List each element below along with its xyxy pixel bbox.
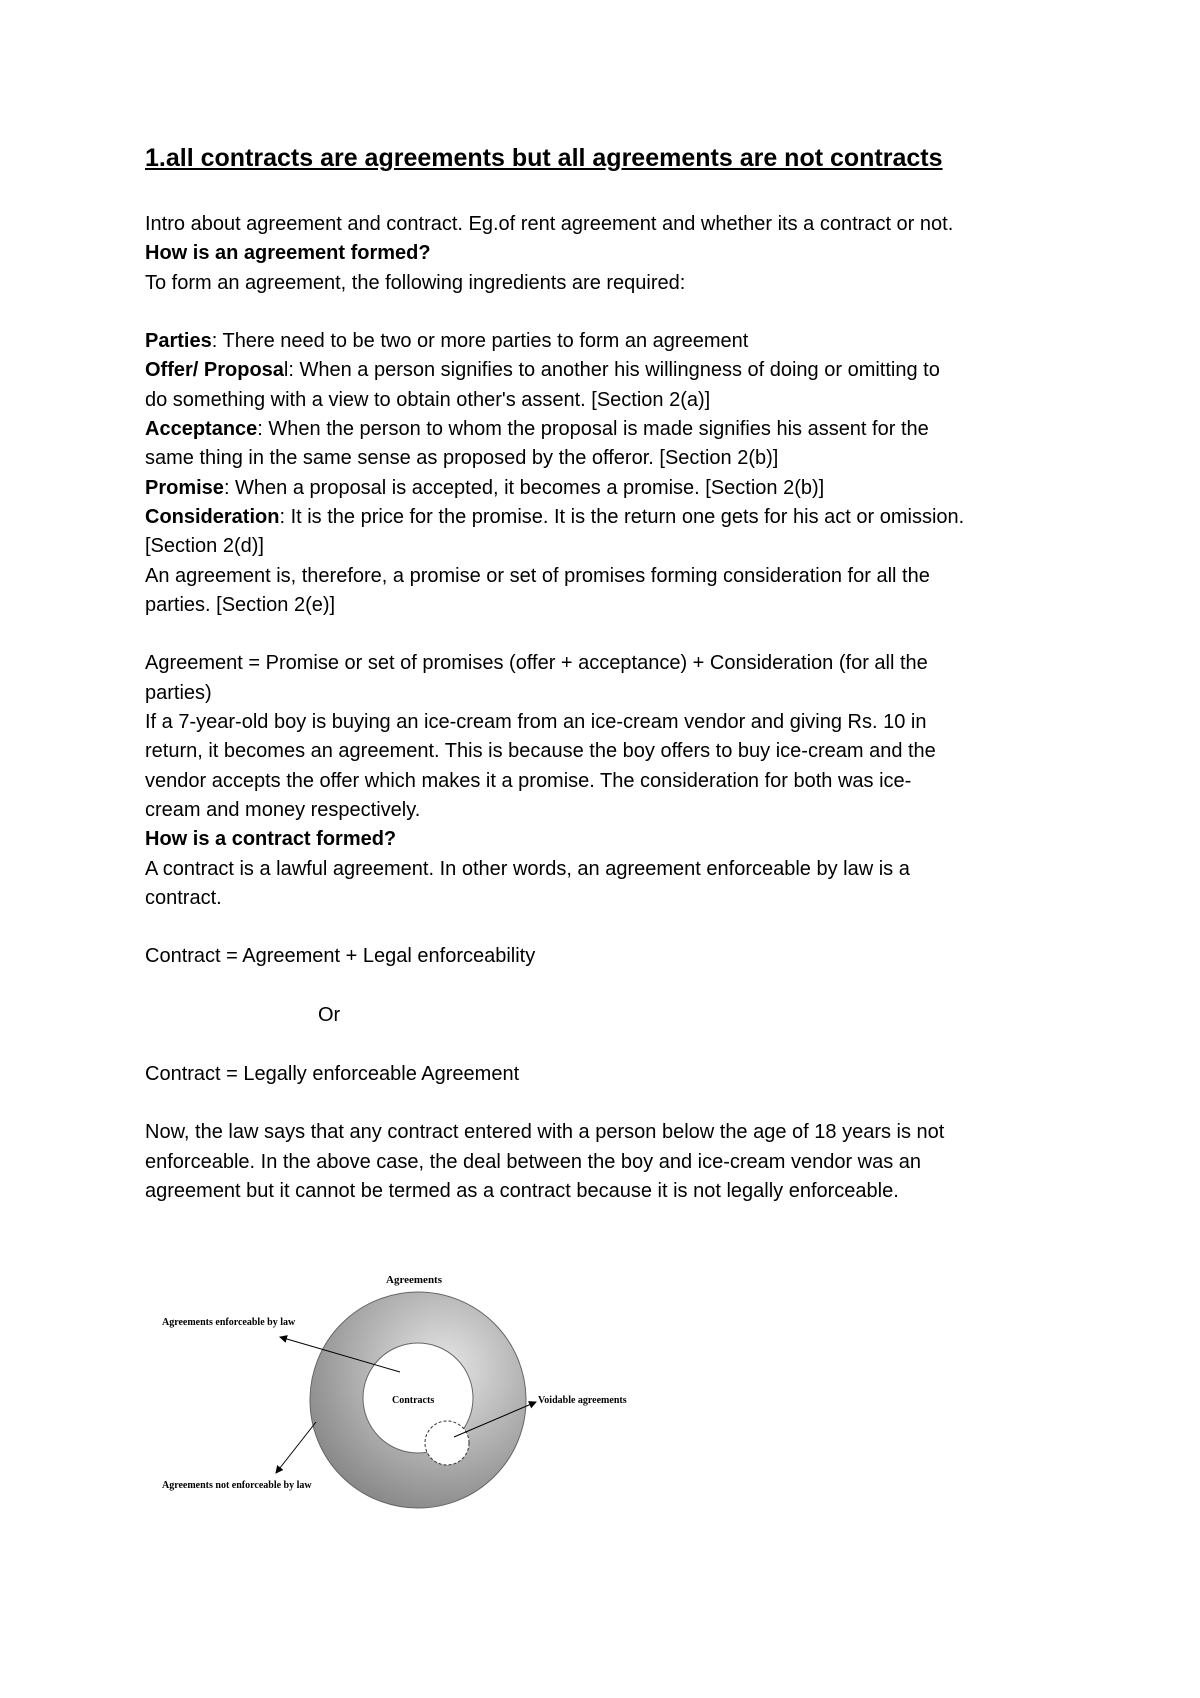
consideration-term: Consideration: [145, 505, 280, 528]
document-title: 1.all contracts are agreements but all agreements are not contracts: [145, 144, 943, 172]
label-not-enforceable: Agreements not enforceable by law: [162, 1480, 312, 1491]
offer-term: Offer/ Proposa: [145, 359, 284, 382]
agreement-definition-cont: parties. [Section 2(e)]: [145, 593, 336, 616]
intro-paragraph: Intro about agreement and contract. Eg.of rent agreement and whether its a contract or not.: [145, 213, 954, 235]
offer-text: l: When a person signifies to another his willingness of doing or omitting to: [283, 359, 940, 382]
conclusion-line: enforceable. In the above case, the deal between the boy and ice-cream vendor was an: [145, 1150, 922, 1173]
spacer: [145, 298, 1075, 327]
consideration-text: : It is the price for the promise. It is the return one gets for his act or omission.: [279, 505, 965, 528]
parties-text: : There need to be two or more parties to form an agreement: [211, 330, 749, 353]
label-contracts: Contracts: [392, 1395, 435, 1406]
offer-item: [145, 356, 1075, 385]
spacer: [145, 1089, 1075, 1118]
spacer: [145, 972, 1075, 1001]
agreement-question-heading: How is an agreement formed?: [145, 242, 431, 265]
promise-item: [145, 474, 1075, 503]
agreements-contracts-diagram: [150, 1255, 670, 1515]
contract-question-text: A contract is a lawful agreement. In other words, an agreement enforceable by law is a: [145, 857, 910, 880]
consideration-item-cont: [Section 2(d)]: [145, 535, 264, 558]
label-voidable: Voidable agreements: [538, 1395, 627, 1406]
contract-formula-alt: Contract = Legally enforceable Agreement: [145, 1062, 520, 1085]
acceptance-item-cont: same thing in the same sense as proposed by the offeror. [Section 2(b)]: [145, 447, 779, 470]
offer-item-cont: do something with a view to obtain other's assent. [Section 2(a)]: [145, 388, 711, 411]
parties-item: [145, 327, 1075, 356]
example-line: return, it becomes an agreement. This is because the boy offers to buy ice-cream and the: [145, 740, 936, 763]
consideration-item: [145, 503, 1075, 532]
agreement-question-text: To form an agreement, the following ingredients are required:: [145, 271, 686, 294]
acceptance-text: : When the person to whom the proposal is made signifies his assent for the: [257, 418, 929, 441]
contract-question-heading: How is a contract formed?: [145, 828, 397, 851]
example-line: If a 7-year-old boy is buying an ice-cream from an ice-cream vendor and giving Rs. 10 in: [145, 711, 927, 734]
parties-term: Parties: [145, 330, 212, 353]
agreement-definition: An agreement is, therefore, a promise or set of promises forming consideration for all the: [145, 564, 930, 587]
promise-text: : When a proposal is accepted, it becomes a promise. [Section 2(b)]: [223, 476, 825, 499]
example-line: cream and money respectively.: [145, 798, 421, 821]
promise-term: Promise: [145, 476, 224, 499]
agreement-formula: Agreement = Promise or set of promises (offer + acceptance) + Consideration (for all the: [145, 652, 928, 675]
acceptance-item: [145, 415, 1075, 444]
conclusion-line: Now, the law says that any contract entered with a person below the age of 18 years is not: [145, 1121, 945, 1144]
document-body: [145, 210, 1075, 1206]
spacer: [145, 913, 1075, 942]
or-separator: Or: [318, 1004, 341, 1027]
voidable-circle: [425, 1421, 469, 1465]
label-agreements: Agreements: [386, 1274, 442, 1286]
acceptance-term: Acceptance: [145, 418, 258, 441]
example-line: vendor accepts the offer which makes it a promise. The consideration for both was ice-: [145, 769, 912, 792]
agreement-formula-cont: parties): [145, 681, 212, 704]
arrow-not-enforceable: [276, 1422, 316, 1473]
label-enforceable-by-law: Agreements enforceable by law: [162, 1317, 296, 1328]
spacer: [145, 620, 1075, 649]
contract-question-text-cont: contract.: [145, 886, 222, 909]
conclusion-line: agreement but it cannot be termed as a contract because it is not legally enforceable.: [145, 1179, 899, 1202]
contract-formula: Contract = Agreement + Legal enforceability: [145, 945, 536, 968]
spacer: [145, 1030, 1075, 1059]
